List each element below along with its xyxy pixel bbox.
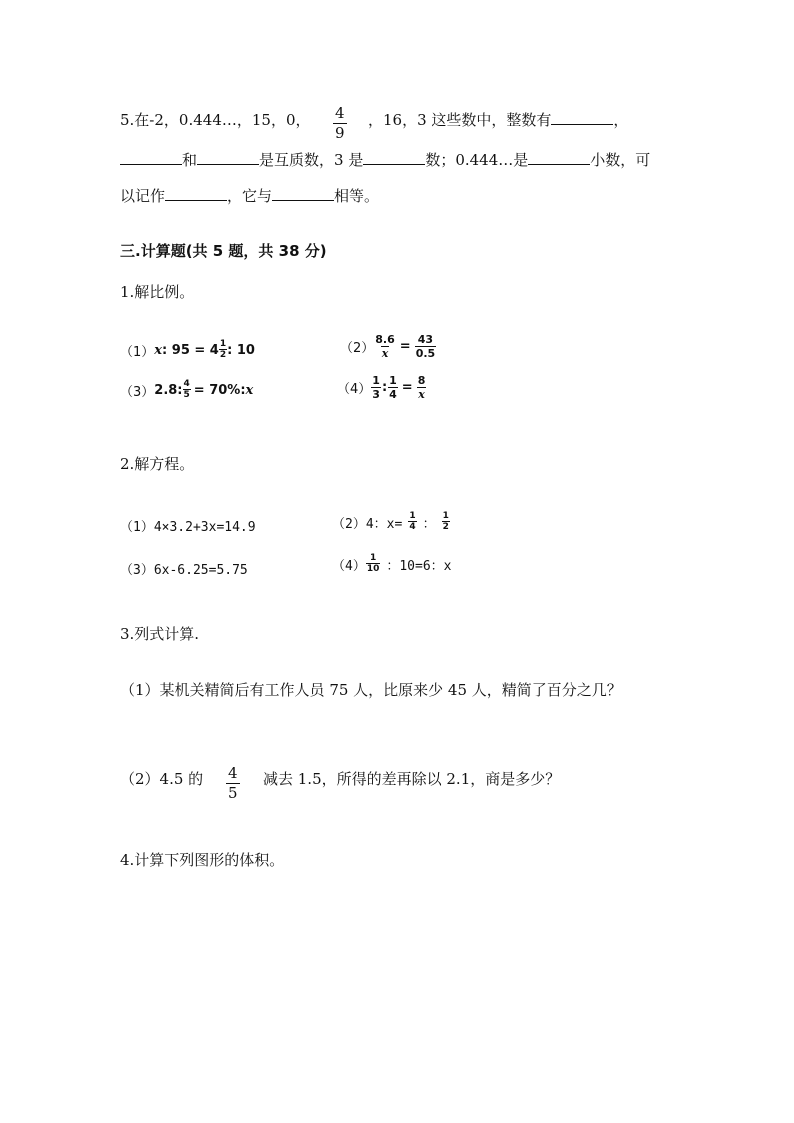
answer-blank[interactable] bbox=[165, 186, 227, 201]
word-problem-1: （1）某机关精简后有工作人员 75 人，比原来少 45 人，精简了百分之几？ bbox=[120, 681, 622, 699]
q5-line2: 和 是互质数，3 是 数；0.444…是 小数，可 bbox=[120, 150, 650, 170]
word-problem-2-a: （2）4.5 的 bbox=[120, 770, 204, 788]
q5-fraction bbox=[333, 104, 347, 143]
problem2-title: 2.解方程。 bbox=[120, 455, 195, 473]
q5-line1-b: ，16，3 这些数中，整数有 ， bbox=[368, 111, 629, 129]
answer-blank[interactable] bbox=[120, 150, 182, 165]
equation-2: （2）4：x= $\frac{1}{4}$ ： $\frac{1}{2}$ bbox=[332, 511, 449, 532]
proportion-4: （4） $\frac{1}{3}$ : $\frac{1}{4}$ = $\frac{8}{x}$ bbox=[337, 374, 426, 401]
q5-text-part1: 5.在-2，0.444…，15，0， bbox=[120, 111, 311, 129]
word-problem-2-fraction: $\frac{4}{5}$ bbox=[228, 764, 238, 802]
proportion-1: （1） x : 95 = 4 $\frac{1}{2}$ : 10 bbox=[120, 339, 255, 360]
problem1-title: 1.解比例。 bbox=[120, 283, 195, 301]
answer-blank[interactable] bbox=[528, 150, 590, 165]
problem3-title: 3.列式计算. bbox=[120, 625, 200, 643]
answer-blank[interactable] bbox=[197, 150, 259, 165]
q5-line3: 以记作 ，它与 相等。 bbox=[120, 187, 380, 205]
word-problem-2-b: 减去 1.5，所得的差再除以 2.1，商是多少？ bbox=[263, 770, 561, 788]
answer-blank[interactable] bbox=[551, 110, 613, 125]
q5-frac-numerator: 4 bbox=[335, 104, 345, 122]
answer-blank[interactable] bbox=[272, 186, 334, 201]
equation-3: （3）6x-6.25=5.75 bbox=[120, 563, 248, 578]
equation-4: （4） $\frac{1}{10}$ ：10=6：x bbox=[332, 553, 452, 574]
q5-frac-denominator: 9 bbox=[335, 124, 345, 142]
answer-blank[interactable] bbox=[363, 150, 425, 165]
proportion-3: （3） 2.8: $\frac{4}{5}$ = 70%: x bbox=[120, 379, 254, 400]
q5-text-part2: ，16，3 这些数中，整数有 bbox=[368, 111, 552, 129]
q5-line1 bbox=[120, 110, 311, 130]
problem4-title: 4.计算下列图形的体积。 bbox=[120, 851, 285, 869]
section-heading: 三.计算题(共 5 题，共 38 分) bbox=[120, 242, 327, 260]
equation-1: （1）4×3.2+3x=14.9 bbox=[120, 520, 256, 535]
proportion-2: （2） $\frac{8.6}{x}$ = $\frac{43}{0.5}$ bbox=[340, 333, 436, 360]
